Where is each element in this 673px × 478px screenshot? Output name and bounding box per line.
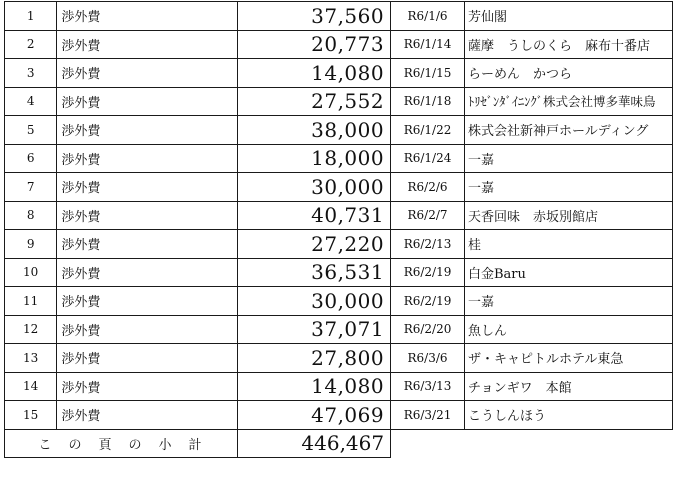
expense-amount: 37,071 <box>237 315 390 344</box>
expense-amount: 27,800 <box>237 344 390 373</box>
expense-date: R6/3/21 <box>391 401 465 430</box>
expense-date: R6/1/18 <box>391 87 465 116</box>
table-row <box>5 258 673 287</box>
expense-item: 渉外費 <box>57 144 238 173</box>
expense-amount: 27,552 <box>237 87 390 116</box>
row-number: 10 <box>5 258 57 287</box>
subtotal-label: こ の 頁 の 小 計 <box>5 429 238 457</box>
expense-amount: 40,731 <box>237 201 390 230</box>
table-row <box>5 59 673 88</box>
row-number: 4 <box>5 87 57 116</box>
expense-date: R6/2/20 <box>391 315 465 344</box>
expense-amount: 47,069 <box>237 401 390 430</box>
table-row <box>5 116 673 145</box>
row-number: 7 <box>5 173 57 202</box>
expense-item: 渉外費 <box>57 315 238 344</box>
expense-date: R6/2/19 <box>391 287 465 316</box>
row-number: 15 <box>5 401 57 430</box>
payee-name: 一嘉 <box>464 287 672 316</box>
payee-name: らーめん かつら <box>464 59 672 88</box>
expense-item: 渉外費 <box>57 287 238 316</box>
row-number: 11 <box>5 287 57 316</box>
expense-item: 渉外費 <box>57 201 238 230</box>
expense-item: 渉外費 <box>57 116 238 145</box>
row-number: 3 <box>5 59 57 88</box>
table-row <box>5 87 673 116</box>
expense-item: 渉外費 <box>57 87 238 116</box>
expense-date: R6/2/7 <box>391 201 465 230</box>
subtotal-row <box>5 429 673 457</box>
expense-amount: 20,773 <box>237 30 390 59</box>
table-row <box>5 401 673 430</box>
payee-name: チョンギワ 本館 <box>464 372 672 401</box>
expense-item: 渉外費 <box>57 258 238 287</box>
table-row <box>5 344 673 373</box>
table-row <box>5 287 673 316</box>
row-number: 13 <box>5 344 57 373</box>
expense-date: R6/1/22 <box>391 116 465 145</box>
expense-date: R6/1/15 <box>391 59 465 88</box>
expense-date: R6/3/6 <box>391 344 465 373</box>
expense-date: R6/2/6 <box>391 173 465 202</box>
row-number: 1 <box>5 2 57 31</box>
payee-name: 天香回味 赤坂別館店 <box>464 201 672 230</box>
expense-item: 渉外費 <box>57 372 238 401</box>
expense-amount: 36,531 <box>237 258 390 287</box>
expense-amount: 37,560 <box>237 2 390 31</box>
expense-date: R6/1/6 <box>391 2 465 31</box>
payee-name: ﾄﾘｾﾞﾝﾀﾞｲﾆﾝｸﾞ株式会社博多華味鳥 <box>464 87 672 116</box>
table-row <box>5 372 673 401</box>
blank-cell <box>391 429 465 457</box>
row-number: 14 <box>5 372 57 401</box>
row-number: 8 <box>5 201 57 230</box>
table-row <box>5 315 673 344</box>
expense-date: R6/2/19 <box>391 258 465 287</box>
blank-cell <box>464 429 672 457</box>
payee-name: 一嘉 <box>464 144 672 173</box>
expense-item: 渉外費 <box>57 230 238 259</box>
table-row <box>5 2 673 31</box>
expense-item: 渉外費 <box>57 30 238 59</box>
expense-item: 渉外費 <box>57 344 238 373</box>
table-row <box>5 144 673 173</box>
payee-name: 白金Baru <box>464 258 672 287</box>
payee-name: 株式会社新神戸ホールディング <box>464 116 672 145</box>
row-number: 2 <box>5 30 57 59</box>
expense-amount: 14,080 <box>237 372 390 401</box>
ledger-body <box>5 2 673 458</box>
table-row <box>5 30 673 59</box>
expense-date: R6/1/14 <box>391 30 465 59</box>
row-number: 5 <box>5 116 57 145</box>
payee-name: 一嘉 <box>464 173 672 202</box>
row-number: 12 <box>5 315 57 344</box>
expense-amount: 30,000 <box>237 173 390 202</box>
payee-name: ザ・キャピトルホテル東急 <box>464 344 672 373</box>
expense-amount: 27,220 <box>237 230 390 259</box>
expense-item: 渉外費 <box>57 59 238 88</box>
row-number: 6 <box>5 144 57 173</box>
payee-name: 魚しん <box>464 315 672 344</box>
table-row <box>5 230 673 259</box>
payee-name: 薩摩 うしのくら 麻布十番店 <box>464 30 672 59</box>
payee-name: 桂 <box>464 230 672 259</box>
expense-amount: 38,000 <box>237 116 390 145</box>
expense-amount: 14,080 <box>237 59 390 88</box>
subtotal-amount: 446,467 <box>237 429 390 457</box>
table-row <box>5 173 673 202</box>
expense-date: R6/2/13 <box>391 230 465 259</box>
expense-ledger-table <box>4 1 673 458</box>
payee-name: 芳仙閣 <box>464 2 672 31</box>
expense-item: 渉外費 <box>57 401 238 430</box>
payee-name: こうしんほう <box>464 401 672 430</box>
expense-date: R6/1/24 <box>391 144 465 173</box>
expense-amount: 30,000 <box>237 287 390 316</box>
expense-date: R6/3/13 <box>391 372 465 401</box>
expense-item: 渉外費 <box>57 2 238 31</box>
table-row <box>5 201 673 230</box>
row-number: 9 <box>5 230 57 259</box>
expense-item: 渉外費 <box>57 173 238 202</box>
expense-amount: 18,000 <box>237 144 390 173</box>
